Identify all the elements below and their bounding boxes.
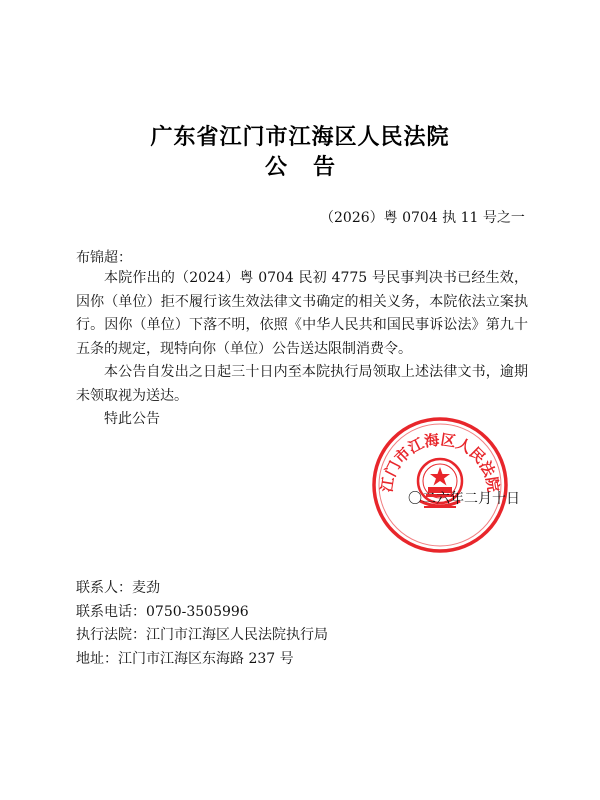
court-name-heading: 广东省江门市江海区人民法院 xyxy=(150,124,450,150)
contact-phone: 联系电话：0750-3505996 xyxy=(76,603,249,620)
court-seal xyxy=(370,415,510,555)
doc-type-heading: 公告 xyxy=(264,154,361,180)
issue-date: 〇二六年二月十日 xyxy=(408,491,520,507)
enforcement-court: 执行法院：江门市江海区人民法院执行局 xyxy=(76,627,328,643)
contact-info xyxy=(76,577,328,671)
addressee: 布锦超： xyxy=(76,250,132,266)
body-paragraph-deadline: 本公告自发出之日起三十日内至本院执行局领取上述法律文书，逾期未领取视为送达。 xyxy=(76,364,528,404)
doc-number: （2026）粤 0704 执 11 号之一 xyxy=(320,210,525,226)
seal-text: 江门市江海区人民法院 xyxy=(377,430,503,494)
court-address: 地址：江门市江海区东海路 237 号 xyxy=(76,650,294,667)
body-paragraph-closing: 特此公告 xyxy=(104,411,160,427)
body-paragraph-judgment: 本院作出的（2024）粤 0704 民初 4775 号民事判决书已经生效，因你（单位）拒不履行该生效法律文书确定的相关义务，本院依法立案执行。因你（单位）下落不明，依照《中华人民共和国民事诉讼法》第九十五条的规定，现特向你（单位）公告送达限制消费令。 xyxy=(76,270,528,357)
contact-person: 联系人：麦劲 xyxy=(76,580,160,596)
notice-body xyxy=(76,267,528,432)
seal-inner-ring xyxy=(379,424,501,546)
